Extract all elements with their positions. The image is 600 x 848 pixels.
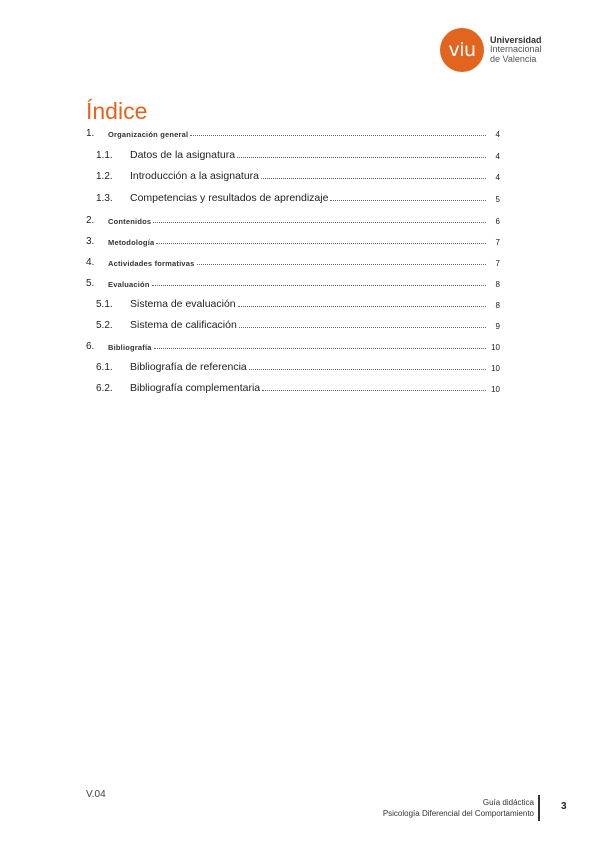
toc-entry-page: 5 [495,195,500,204]
toc-entry-number: 1.2. [96,171,113,182]
toc-entry-page: 6 [495,217,500,226]
page-number: 3 [561,801,567,812]
toc-leader-dots [154,348,486,349]
toc-entry-page: 10 [491,343,500,352]
toc-entry[interactable] [86,252,500,268]
toc-entry-number: 1.3. [96,193,113,204]
toc-entry-number: 5.2. [96,320,113,331]
toc-entry-number: 5. [86,278,95,289]
toc-entry-label: Organización general [108,130,189,139]
toc-entry-page: 4 [495,130,500,139]
toc-entry-page: 8 [495,280,500,289]
toc-leader-dots [197,264,486,265]
toc-leader-dots [239,327,486,328]
footer-doc-type: Guía didáctica [482,798,534,807]
toc-entry-page: 4 [495,173,500,182]
toc-leader-dots [152,285,486,286]
footer-divider [538,795,540,821]
toc-leader-dots [261,178,486,179]
toc-leader-dots [153,222,486,223]
toc-entry-number: 4. [86,257,95,268]
logo-text [490,36,542,65]
toc-entry-page: 10 [491,364,500,373]
document-version: V.04 [86,789,106,800]
toc-entry[interactable] [86,188,500,204]
toc-entry[interactable] [86,336,500,352]
footer-subject: Psicología Diferencial del Comportamiento [382,809,534,818]
toc-entry-label: Competencias y resultados de aprendizaje [130,192,329,204]
toc-entry[interactable] [86,123,500,139]
toc-entry-number: 6. [86,341,95,352]
toc-entry-number: 6.1. [96,362,113,373]
toc-leader-dots [238,306,486,307]
toc-entry[interactable] [86,166,500,182]
toc-entry[interactable] [86,294,500,310]
toc-entry-label: Introducción a la asignatura [130,170,259,182]
toc-entry-label: Bibliografía complementaria [130,382,261,394]
toc-entry-label: Datos de la asignatura [130,149,236,161]
index-title: Índice [86,98,148,124]
toc-entry-label: Bibliografía de referencia [130,361,247,373]
toc-entry-page: 10 [491,385,500,394]
toc-entry-number: 5.1. [96,299,113,310]
toc-leader-dots [237,157,486,158]
footer-info [383,797,534,819]
logo-line-2: Internacional [490,44,542,55]
toc-entry[interactable] [86,210,500,226]
toc-leader-dots [249,369,486,370]
toc-entry-page: 7 [495,259,500,268]
toc-entry[interactable] [86,315,500,331]
toc-entry-number: 1. [86,128,95,139]
toc-entry[interactable] [86,357,500,373]
university-logo [440,28,542,72]
toc-entry-label: Contenidos [108,217,152,226]
toc-leader-dots [330,200,486,201]
toc-entry-label: Actividades formativas [108,259,195,268]
toc-entry-label: Sistema de calificación [130,319,237,331]
toc-entry-number: 3. [86,236,95,247]
toc-entry-number: 1.1. [96,150,113,161]
logo-line-3: de Valencia [490,53,537,64]
toc-entry-label: Bibliografía [108,343,152,352]
toc-entry[interactable] [86,145,500,161]
toc-leader-dots [190,135,486,136]
toc-entry[interactable] [86,231,500,247]
toc-entry[interactable] [86,378,500,394]
toc-entry-label: Sistema de evaluación [130,298,236,310]
toc-entry-label: Metodología [108,238,155,247]
toc-entry-page: 7 [495,238,500,247]
logo-line-1: Universidad [490,34,542,45]
toc-entry-label: Evaluación [108,280,150,289]
toc-entry-page: 8 [495,301,500,310]
toc-entry-page: 9 [495,322,500,331]
toc-leader-dots [156,243,486,244]
toc-entry[interactable] [86,273,500,289]
toc-entry-number: 2. [86,215,95,226]
toc-entry-number: 6.2. [96,383,113,394]
toc-entry-page: 4 [495,152,500,161]
toc-leader-dots [262,390,486,391]
logo-mark: viu [440,28,484,72]
